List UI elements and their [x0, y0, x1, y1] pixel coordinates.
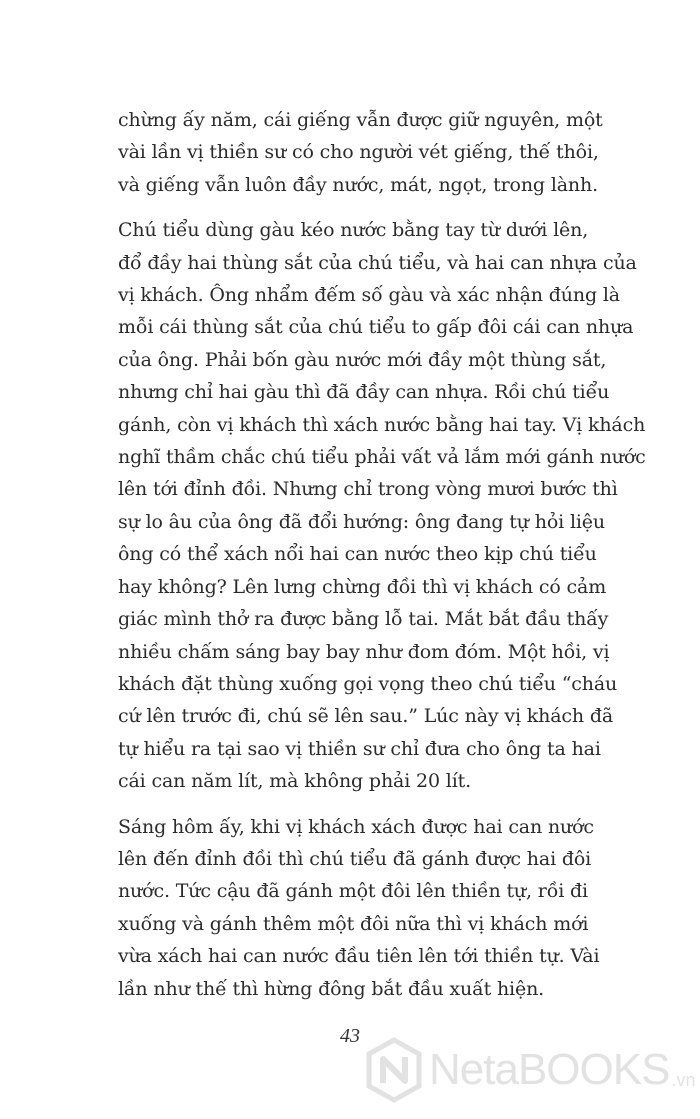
text-line: sự lo âu của ông đã đổi hướng: ông đang tự hỏi liệu	[118, 510, 605, 533]
text-line: của ông. Phải bốn gàu nước mới đầy một thùng sắt,	[118, 348, 607, 371]
text-line: mỗi cái thùng sắt của chú tiểu to gấp đôi cái can nhựa	[118, 316, 634, 339]
text-line: nhiều chấm sáng bay bay như đom đóm. Một hồi, vị	[118, 640, 610, 663]
text-line: nước. Tức cậu đã gánh một đôi lên thiền tự, rồi đi	[118, 880, 588, 903]
watermark-suffix: .vn	[671, 1070, 696, 1090]
page-number: 43	[340, 1025, 360, 1047]
text-line: vị khách. Ông nhẩm đếm số gàu và xác nhận đúng là	[118, 284, 620, 307]
text-line: gánh, còn vị khách thì xách nước bằng hai tay. Vị khách	[118, 413, 646, 436]
text-line: tự hiểu ra tại sao vị thiền sư chỉ đưa cho ông ta hai	[118, 737, 601, 760]
text-line: cái can năm lít, mà không phải 20 lít.	[118, 770, 472, 793]
text-line: lên tới đỉnh đồi. Nhưng chỉ trong vòng mươi bước thì	[118, 478, 618, 501]
paragraph-2	[118, 214, 646, 797]
text-line: lần như thế thì hừng đông bắt đầu xuất hiện.	[118, 977, 545, 1000]
watermark-brand: NetaBOOKS	[429, 1045, 670, 1094]
text-line: nhưng chỉ hai gàu thì đã đầy can nhựa. Rồi chú tiểu	[118, 381, 610, 404]
book-page-body	[118, 104, 646, 1018]
text-line: chừng ấy năm, cái giếng vẫn được giữ nguyên, một	[118, 109, 603, 131]
text-line: giác mình thở ra được bằng lỗ tai. Mắt bắt đầu thấy	[118, 608, 609, 631]
paragraph-1	[118, 104, 603, 201]
text-line: cứ lên trước đi, chú sẽ lên sau.” Lúc này vị khách đã	[118, 705, 614, 728]
text-line: đổ đầy hai thùng sắt của chú tiểu, và hai can nhựa của	[118, 251, 637, 274]
text-line: Chú tiểu dùng gàu kéo nước bằng tay từ dưới lên,	[118, 219, 589, 242]
text-line: và giếng vẫn luôn đầy nước, mát, ngọt, trong lành.	[118, 173, 598, 196]
text-line: vài lần vị thiền sư có cho người vét giếng, thế thôi,	[118, 141, 599, 164]
paragraph-3	[118, 811, 600, 1005]
text-line: Sáng hôm ấy, khi vị khách xách được hai can nước	[118, 815, 594, 838]
netabooks-watermark	[365, 1035, 695, 1105]
text-line: ông có thể xách nổi hai can nước theo kịp chú tiểu	[118, 543, 597, 566]
text-line: nghĩ thầm chắc chú tiểu phải vất vả lắm mới gánh nước	[118, 446, 646, 469]
text-line: lên đến đỉnh đồi thì chú tiểu đã gánh được hai đôi	[118, 847, 592, 870]
text-line: khách đặt thùng xuống gọi vọng theo chú tiểu “cháu	[118, 672, 618, 695]
text-line: vừa xách hai can nước đầu tiên lên tới thiền tự. Vài	[118, 945, 600, 968]
text-line: hay không? Lên lưng chừng đồi thì vị khách có cảm	[118, 575, 607, 598]
neta-hexagon-n-logo-icon	[365, 1037, 423, 1103]
text-line: xuống và gánh thêm một đôi nữa thì vị khách mới	[118, 912, 589, 935]
